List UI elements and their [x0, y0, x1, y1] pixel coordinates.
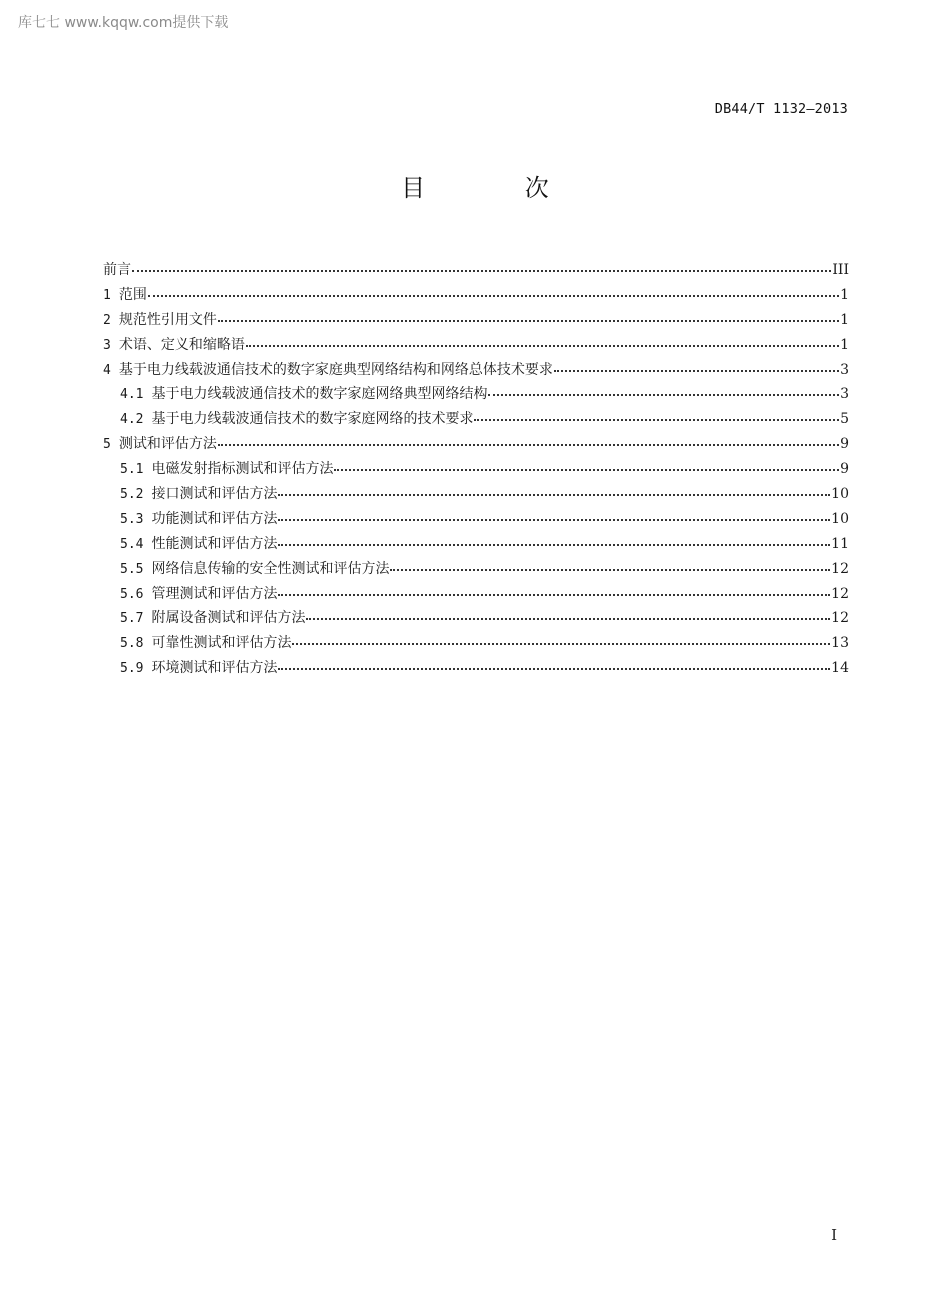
page-number: I: [831, 1226, 837, 1244]
toc-entry[interactable]: [103, 582, 849, 607]
toc-leader-dots: [278, 658, 830, 672]
toc-entry[interactable]: [103, 432, 849, 457]
toc-entry-text: 性能测试和评估方法: [151, 535, 278, 552]
toc-entry[interactable]: [103, 358, 849, 383]
toc-entry-number: 5.7: [120, 611, 144, 627]
toc-entry-page: 10: [831, 486, 849, 503]
toc-entry-page: 1: [840, 336, 849, 353]
toc-entry[interactable]: [103, 606, 849, 631]
toc-entry-page: III: [832, 262, 849, 278]
table-of-contents: [103, 258, 849, 681]
toc-leader-dots: [306, 608, 830, 622]
toc-entry-label: [103, 358, 553, 384]
toc-entry-text: 基于电力线载波通信技术的数字家庭网络的技术要求: [151, 411, 474, 428]
toc-entry-page: 1: [840, 311, 849, 328]
toc-entry-number: 5.2: [120, 487, 144, 503]
watermark: 库七七 www.kqqw.com提供下载: [18, 15, 229, 31]
toc-entry[interactable]: [103, 333, 849, 358]
toc-entry-number: 4: [103, 362, 111, 378]
toc-entry-label: [120, 557, 389, 583]
toc-entry-page: 11: [831, 535, 849, 552]
toc-entry-number: 5.8: [120, 636, 144, 652]
toc-entry-page: 14: [831, 660, 849, 677]
toc-leader-dots: [390, 559, 830, 573]
toc-entry[interactable]: [103, 557, 849, 582]
toc-entry-number: 3: [103, 337, 111, 353]
toc-entry-number: 2: [103, 312, 111, 328]
toc-leader-dots: [488, 384, 839, 398]
toc-entry-text: 接口测试和评估方法: [151, 486, 278, 503]
toc-entry-text: 测试和评估方法: [118, 436, 217, 453]
toc-entry-text: 功能测试和评估方法: [151, 510, 278, 527]
toc-leader-dots: [334, 459, 839, 473]
toc-leader-dots: [474, 409, 839, 423]
toc-entry-number: 4.1: [120, 387, 144, 403]
toc-entry[interactable]: [103, 308, 849, 333]
toc-entry[interactable]: [103, 482, 849, 507]
toc-entry-text: 规范性引用文件: [118, 311, 217, 328]
toc-entry-page: 3: [840, 361, 849, 378]
toc-entry[interactable]: [103, 258, 849, 283]
toc-leader-dots: [132, 260, 831, 274]
toc-entry-text: 附属设备测试和评估方法: [151, 610, 306, 627]
toc-leader-dots: [278, 484, 830, 498]
toc-entry-label: [103, 308, 217, 334]
toc-entry-number: 5.9: [120, 661, 144, 677]
toc-entry-label: [120, 407, 473, 433]
toc-entry[interactable]: [103, 631, 849, 656]
toc-entry-label: [120, 656, 277, 682]
toc-entry-number: 5.1: [120, 462, 144, 478]
toc-entry-label: [120, 582, 277, 608]
toc-entry[interactable]: [103, 532, 849, 557]
toc-leader-dots: [148, 285, 839, 299]
toc-entry[interactable]: [103, 382, 849, 407]
document-code: DB44/T 1132—2013: [714, 101, 848, 117]
toc-leader-dots: [554, 360, 839, 374]
toc-entry-page: 5: [840, 411, 849, 428]
toc-entry-text: 管理测试和评估方法: [151, 585, 278, 602]
toc-entry-label: [120, 507, 277, 533]
toc-entry-text: 可靠性测试和评估方法: [151, 635, 292, 652]
toc-entry-text: 环境测试和评估方法: [151, 660, 278, 677]
toc-entry-page: 9: [840, 461, 849, 478]
toc-leader-dots: [292, 633, 830, 647]
toc-entry-page: 12: [831, 560, 849, 577]
toc-entry-label: [120, 457, 333, 483]
toc-entry-page: 9: [840, 436, 849, 453]
toc-entry[interactable]: [103, 507, 849, 532]
toc-entry-label: [120, 606, 305, 632]
toc-entry-number: 1: [103, 287, 111, 303]
toc-entry-text: 基于电力线载波通信技术的数字家庭网络典型网络结构: [151, 386, 488, 403]
toc-entry-label: [103, 258, 131, 283]
toc-entry-page: 1: [840, 286, 849, 303]
toc-entry[interactable]: [103, 457, 849, 482]
page-title: 目 次: [401, 174, 595, 202]
toc-entry-text: 网络信息传输的安全性测试和评估方法: [151, 560, 390, 577]
toc-entry[interactable]: [103, 656, 849, 681]
toc-entry-text: 术语、定义和缩略语: [118, 336, 245, 353]
toc-entry-label: [103, 333, 245, 359]
toc-entry-number: 5.6: [120, 586, 144, 602]
toc-entry-number: 5.5: [120, 561, 144, 577]
toc-entry[interactable]: [103, 407, 849, 432]
toc-leader-dots: [278, 534, 830, 548]
toc-entry-text: 范围: [118, 286, 147, 303]
toc-entry-text: 电磁发射指标测试和评估方法: [151, 461, 334, 478]
toc-entry-page: 10: [831, 510, 849, 527]
toc-entry-number: 4.2: [120, 412, 144, 428]
toc-entry-number: 5.3: [120, 511, 144, 527]
toc-entry-number: 5: [103, 437, 111, 453]
toc-entry-label: [103, 283, 147, 309]
toc-leader-dots: [278, 584, 830, 598]
toc-entry-text: 基于电力线载波通信技术的数字家庭典型网络结构和网络总体技术要求: [118, 361, 553, 378]
toc-entry-number: 5.4: [120, 536, 144, 552]
toc-leader-dots: [246, 335, 839, 349]
toc-entry-page: 3: [840, 386, 849, 403]
toc-leader-dots: [278, 509, 830, 523]
toc-entry-text: 前言: [103, 262, 131, 278]
toc-entry-label: [120, 532, 277, 558]
toc-entry-page: 12: [831, 585, 849, 602]
toc-entry-label: [120, 482, 277, 508]
toc-leader-dots: [218, 434, 839, 448]
toc-leader-dots: [218, 310, 839, 324]
toc-entry[interactable]: [103, 283, 849, 308]
toc-entry-label: [120, 631, 291, 657]
toc-entry-label: [120, 382, 487, 408]
toc-entry-page: 12: [831, 610, 849, 627]
toc-entry-page: 13: [831, 635, 849, 652]
toc-entry-label: [103, 432, 217, 458]
